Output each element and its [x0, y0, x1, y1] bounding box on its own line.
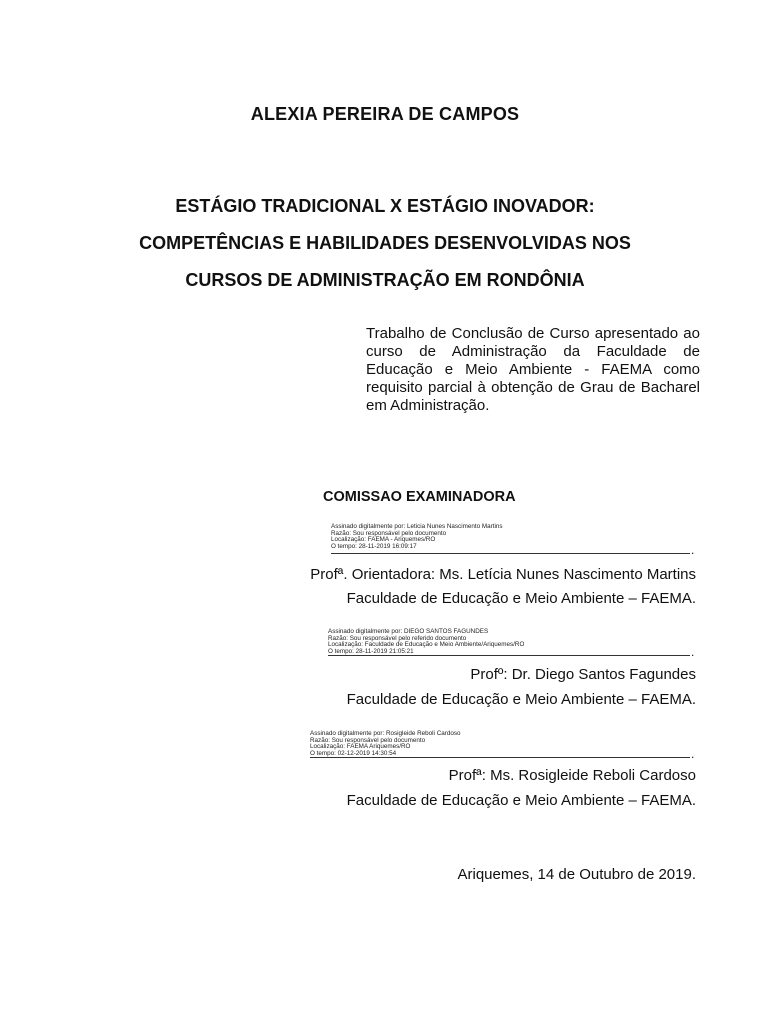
stamp-line: Localização: FAEMA - Ariquemes/RO	[331, 536, 436, 543]
committee-member-institution: Faculdade de Educação e Meio Ambiente – FAEMA.	[346, 590, 696, 607]
signature-line-end: .	[691, 645, 695, 659]
signature-line-end: .	[691, 543, 695, 557]
stamp-line: Localização: FAEMA Ariquemes/RO	[310, 743, 411, 750]
title-line: ESTÁGIO TRADICIONAL X ESTÁGIO INOVADOR:	[175, 196, 595, 216]
stamp-line: Razão: Sou responsável pelo documento	[331, 529, 447, 537]
committee-member-institution: Faculdade de Educação e Meio Ambiente – FAEMA.	[346, 691, 696, 708]
digital-signature-stamp	[310, 731, 461, 757]
stamp-line: Localização: Faculdade de Educação e Meio Ambiente/Ariquemes/RO	[328, 641, 525, 648]
stamp-line: Razão: Sou responsável pelo referido documento	[328, 634, 467, 642]
committee-heading: COMISSAO EXAMINADORA	[323, 489, 516, 505]
place-and-date: Ariquemes, 14 de Outubro de 2019.	[457, 866, 696, 883]
title-line: CURSOS DE ADMINISTRAÇÃO EM RONDÔNIA	[185, 270, 585, 290]
signature-line	[328, 655, 690, 656]
signature-line	[310, 757, 690, 758]
committee-member-name: Profª. Orientadora: Ms. Letícia Nunes Nascimento Martins	[310, 566, 696, 583]
committee-member-name: Profª: Ms. Rosigleide Reboli Cardoso	[448, 767, 696, 784]
stamp-line: Assinado digitalmente por: DIEGO SANTOS FAGUNDES	[328, 628, 489, 635]
stamp-line: Assinado digitalmente por: Rosigleide Reboli Cardoso	[310, 730, 461, 737]
signature-line	[331, 553, 690, 554]
title-line: COMPETÊNCIAS E HABILIDADES DESENVOLVIDAS NOS	[139, 233, 631, 253]
author-name: ALEXIA PEREIRA DE CAMPOS	[250, 104, 520, 124]
digital-signature-stamp	[331, 524, 503, 550]
stamp-line: O tempo: 28-11-2019 21:05:21	[328, 647, 414, 655]
thesis-title	[60, 188, 710, 299]
stamp-line: Razão: Sou responsável pelo documento	[310, 736, 426, 744]
abstract-paragraph: Trabalho de Conclusão de Curso apresentado ao curso de Administração da Faculdade de Educação e Meio Ambiente - FAEMA como requisito parcial à obtenção de Grau de Bacharel em Administração.	[366, 325, 700, 414]
signature-line-end: .	[691, 747, 695, 761]
stamp-line: O tempo: 02-12-2019 14:30:54	[310, 749, 397, 757]
committee-member-institution: Faculdade de Educação e Meio Ambiente – FAEMA.	[346, 792, 696, 809]
stamp-line: O tempo: 28-11-2019 16:09:17	[331, 542, 417, 550]
committee-member-name: Profº: Dr. Diego Santos Fagundes	[470, 666, 696, 683]
digital-signature-stamp	[328, 629, 524, 655]
stamp-line: Assinado digitalmente por: Leticia Nunes Nascimento Martins	[331, 523, 503, 530]
